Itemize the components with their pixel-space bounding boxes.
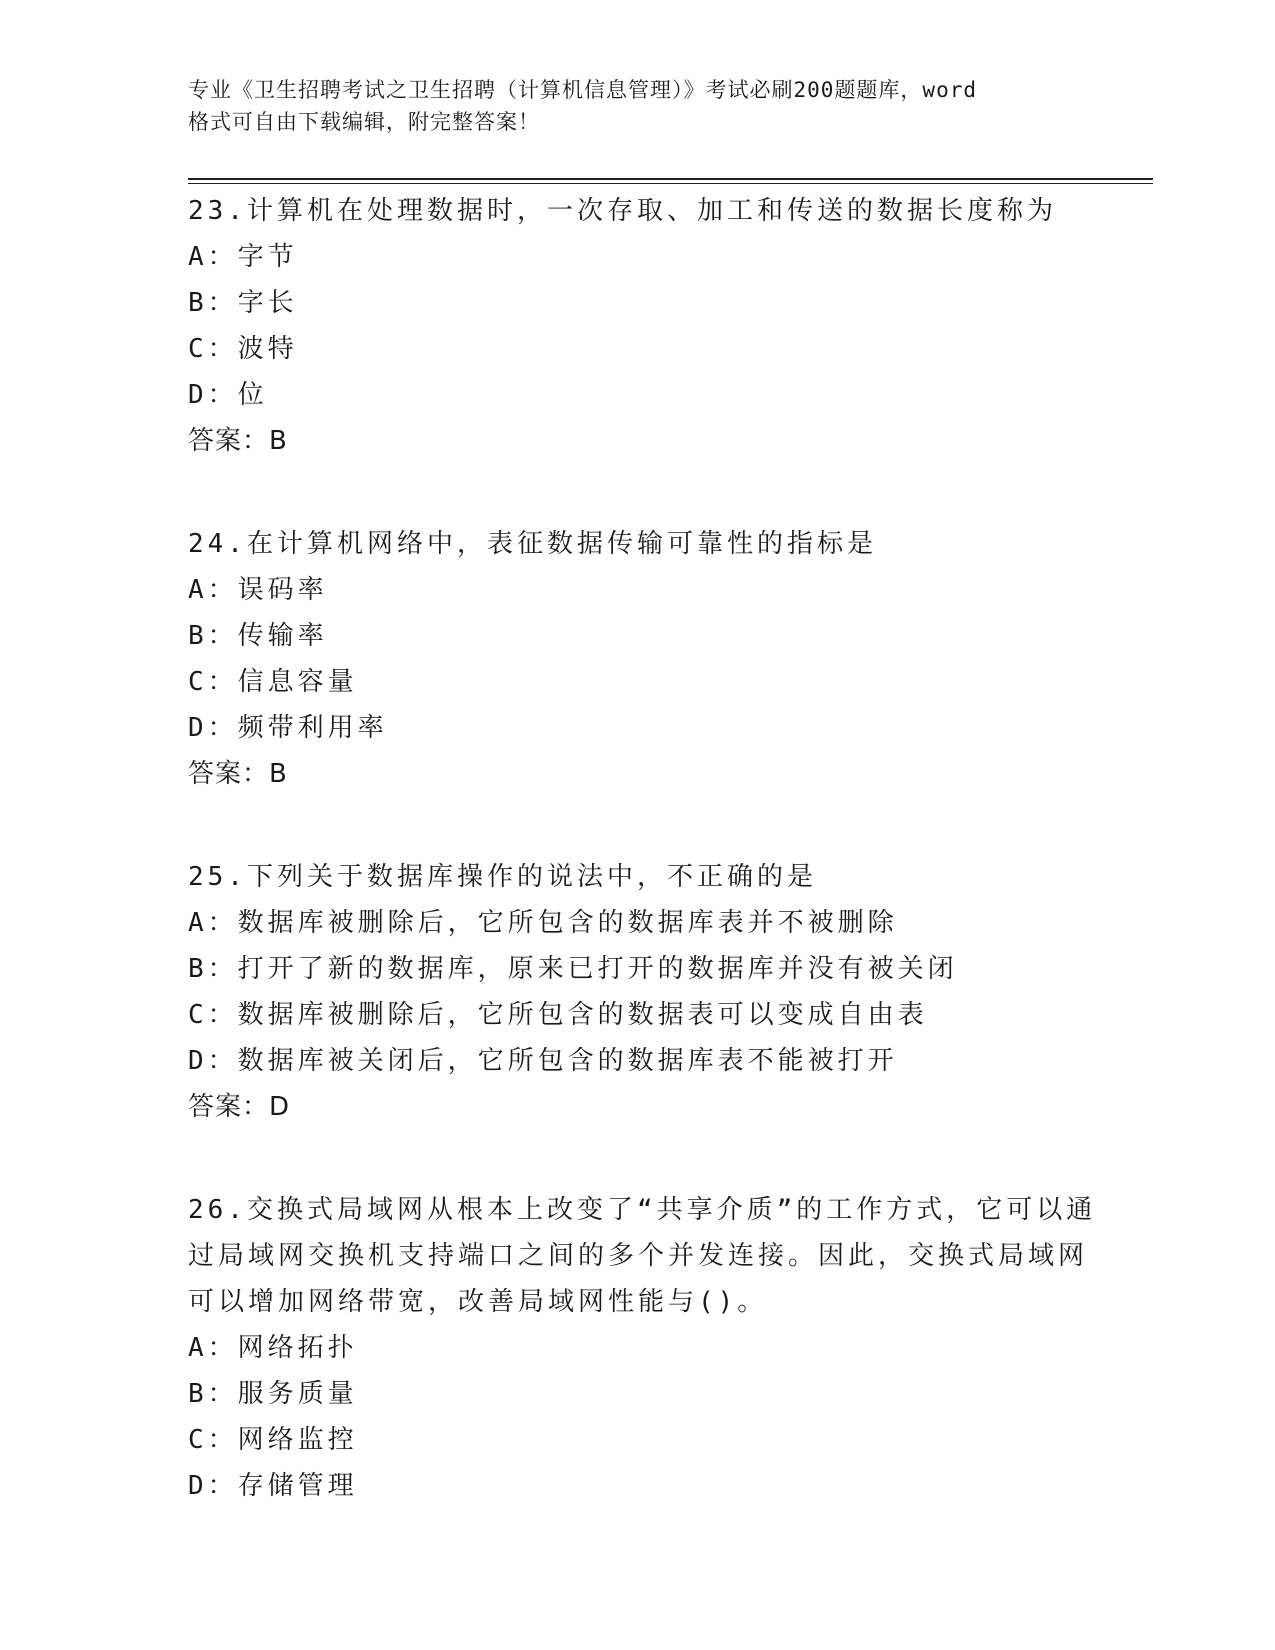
option-b: B：传输率 — [188, 621, 328, 651]
question-25 — [188, 854, 1088, 1130]
option-c: C：波特 — [188, 334, 298, 364]
document-header — [188, 74, 1088, 138]
option-b: B：服务质量 — [188, 1379, 358, 1409]
option-c: C：网络监控 — [188, 1425, 358, 1455]
option-a: A：数据库被删除后，它所包含的数据库表并不被删除 — [188, 908, 898, 938]
option-b: B：打开了新的数据库，原来已打开的数据库并没有被关闭 — [188, 954, 958, 984]
question-24 — [188, 521, 1088, 797]
answer-label: 答案：B — [188, 759, 288, 789]
option-a: A：网络拓扑 — [188, 1333, 358, 1363]
question-26 — [188, 1187, 1097, 1509]
question-23 — [188, 188, 1088, 464]
option-d: D：数据库被关闭后，它所包含的数据库表不能被打开 — [188, 1046, 898, 1076]
option-d: D：存储管理 — [188, 1471, 358, 1501]
option-d: D：频带利用率 — [188, 713, 388, 743]
header-divider-thin — [188, 183, 1153, 184]
option-b: B：字长 — [188, 288, 298, 318]
option-c: C：数据库被删除后，它所包含的数据表可以变成自由表 — [188, 1000, 928, 1030]
option-a: A：字节 — [188, 242, 298, 272]
question-stem-line-2: 过局域网交换机支持端口之间的多个并发连接。因此，交换式局域网 — [188, 1241, 1089, 1271]
option-a: A：误码率 — [188, 575, 328, 605]
header-line-2: 格式可自由下载编辑，附完整答案！ — [188, 110, 540, 134]
question-stem-line-3: 可以增加网络带宽，改善局域网性能与()。 — [188, 1287, 768, 1317]
answer-label: 答案：D — [188, 1092, 291, 1122]
answer-label: 答案：B — [188, 426, 288, 456]
option-c: C：信息容量 — [188, 667, 358, 697]
option-d: D：位 — [188, 380, 268, 410]
question-stem: 25.下列关于数据库操作的说法中，不正确的是 — [188, 862, 817, 892]
header-line-1: 专业《卫生招聘考试之卫生招聘（计算机信息管理）》考试必刷200题题库，word — [188, 78, 977, 102]
question-list — [188, 188, 1097, 1566]
question-stem-line-1: 26.交换式局域网从根本上改变了“共享介质”的工作方式，它可以通 — [188, 1195, 1097, 1225]
question-stem: 23.计算机在处理数据时，一次存取、加工和传送的数据长度称为 — [188, 196, 1057, 226]
question-stem: 24.在计算机网络中，表征数据传输可靠性的指标是 — [188, 529, 877, 559]
header-divider-thick — [188, 178, 1153, 180]
